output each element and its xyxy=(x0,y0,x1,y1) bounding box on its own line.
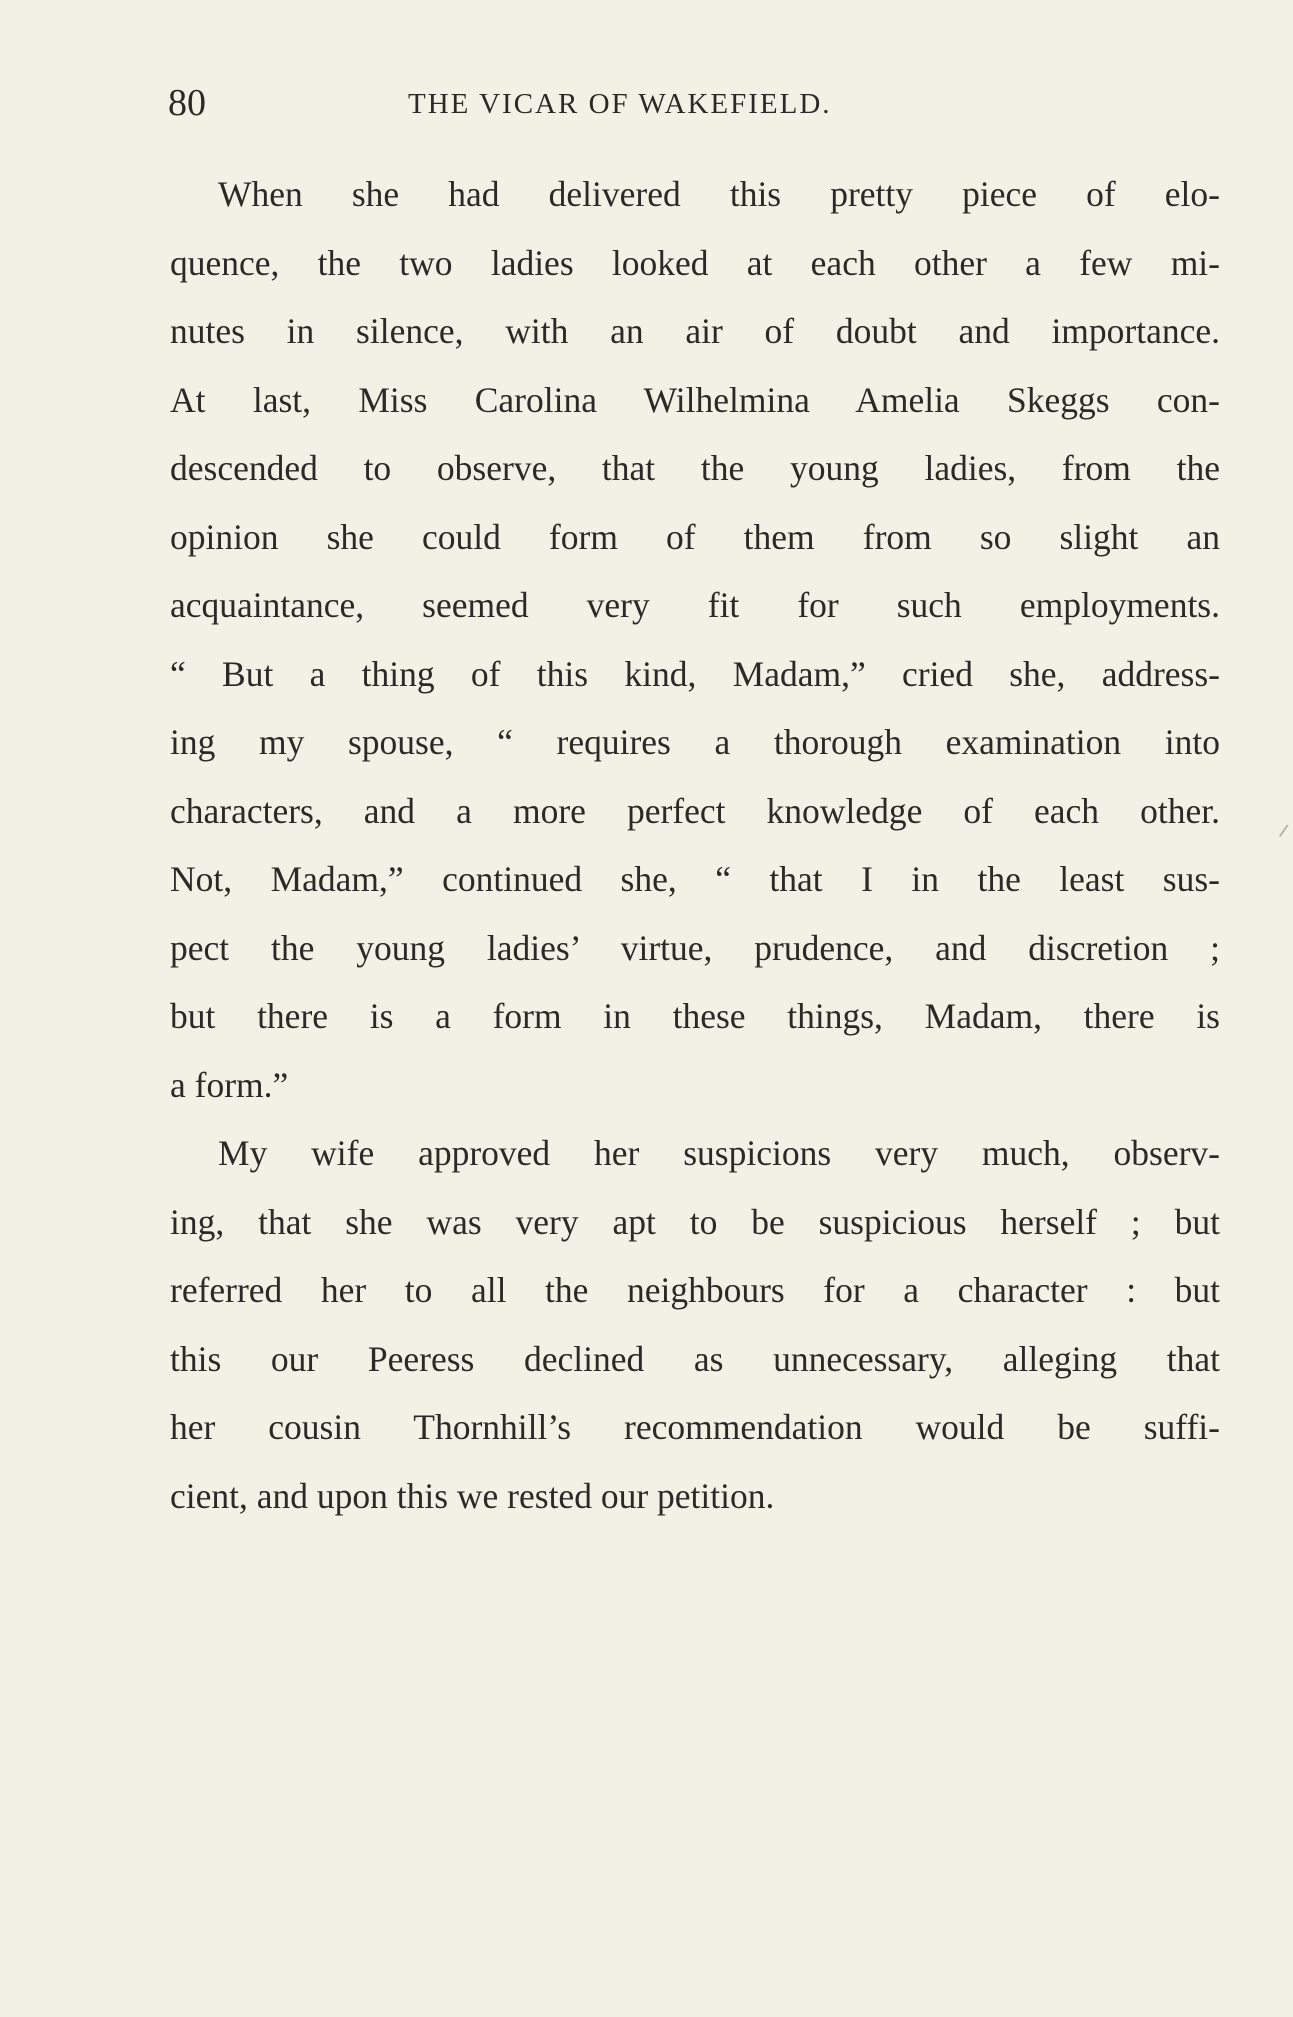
text-line: nutes in silence, with an air of doubt and importance. xyxy=(170,311,1220,351)
text-line: opinion she could form of them from so slight an xyxy=(170,516,1220,557)
text-line: a form.” xyxy=(170,1064,289,1105)
running-head xyxy=(168,78,1220,128)
text-line: quence, the two ladies looked at each other a few mi- xyxy=(170,242,1220,283)
page-number: 80 xyxy=(168,82,206,124)
text-line: ing, that she was very apt to be suspicious herself ; but xyxy=(170,1201,1220,1242)
text-line: characters, and a more perfect knowledge of each other. xyxy=(170,790,1220,831)
text-line: this our Peeress declined as unnecessary, alleging that xyxy=(170,1338,1220,1379)
running-title: THE VICAR OF WAKEFIELD. xyxy=(408,88,832,120)
text-line: When she had delivered this pretty piece of elo- xyxy=(218,174,1220,214)
text-line: but there is a form in these things, Madam, there is xyxy=(170,996,1220,1036)
paragraph-2 xyxy=(170,1119,1220,1530)
body-text xyxy=(170,160,1220,1530)
text-line: ing my spouse, “ requires a thorough examination into xyxy=(170,722,1220,762)
text-line: “ But a thing of this kind, Madam,” cried she, address- xyxy=(170,653,1220,694)
text-line: pect the young ladies’ virtue, prudence, and discretion ; xyxy=(170,927,1220,968)
text-line: Not, Madam,” continued she, “ that I in the least sus- xyxy=(170,859,1220,899)
text-line: descended to observe, that the young ladies, from the xyxy=(170,448,1220,488)
text-line: At last, Miss Carolina Wilhelmina Amelia Skeggs con- xyxy=(170,379,1220,420)
text-line: referred her to all the neighbours for a character : but xyxy=(170,1270,1220,1310)
text-line: her cousin Thornhill’s recommendation would be suffi- xyxy=(170,1407,1220,1447)
text-line: acquaintance, seemed very fit for such employments. xyxy=(170,585,1220,625)
text-line: cient, and upon this we rested our petition. xyxy=(170,1475,775,1516)
text-line: My wife approved her suspicions very much, observ- xyxy=(218,1133,1220,1173)
paragraph-1 xyxy=(170,160,1220,1119)
margin-mark xyxy=(1279,824,1293,841)
